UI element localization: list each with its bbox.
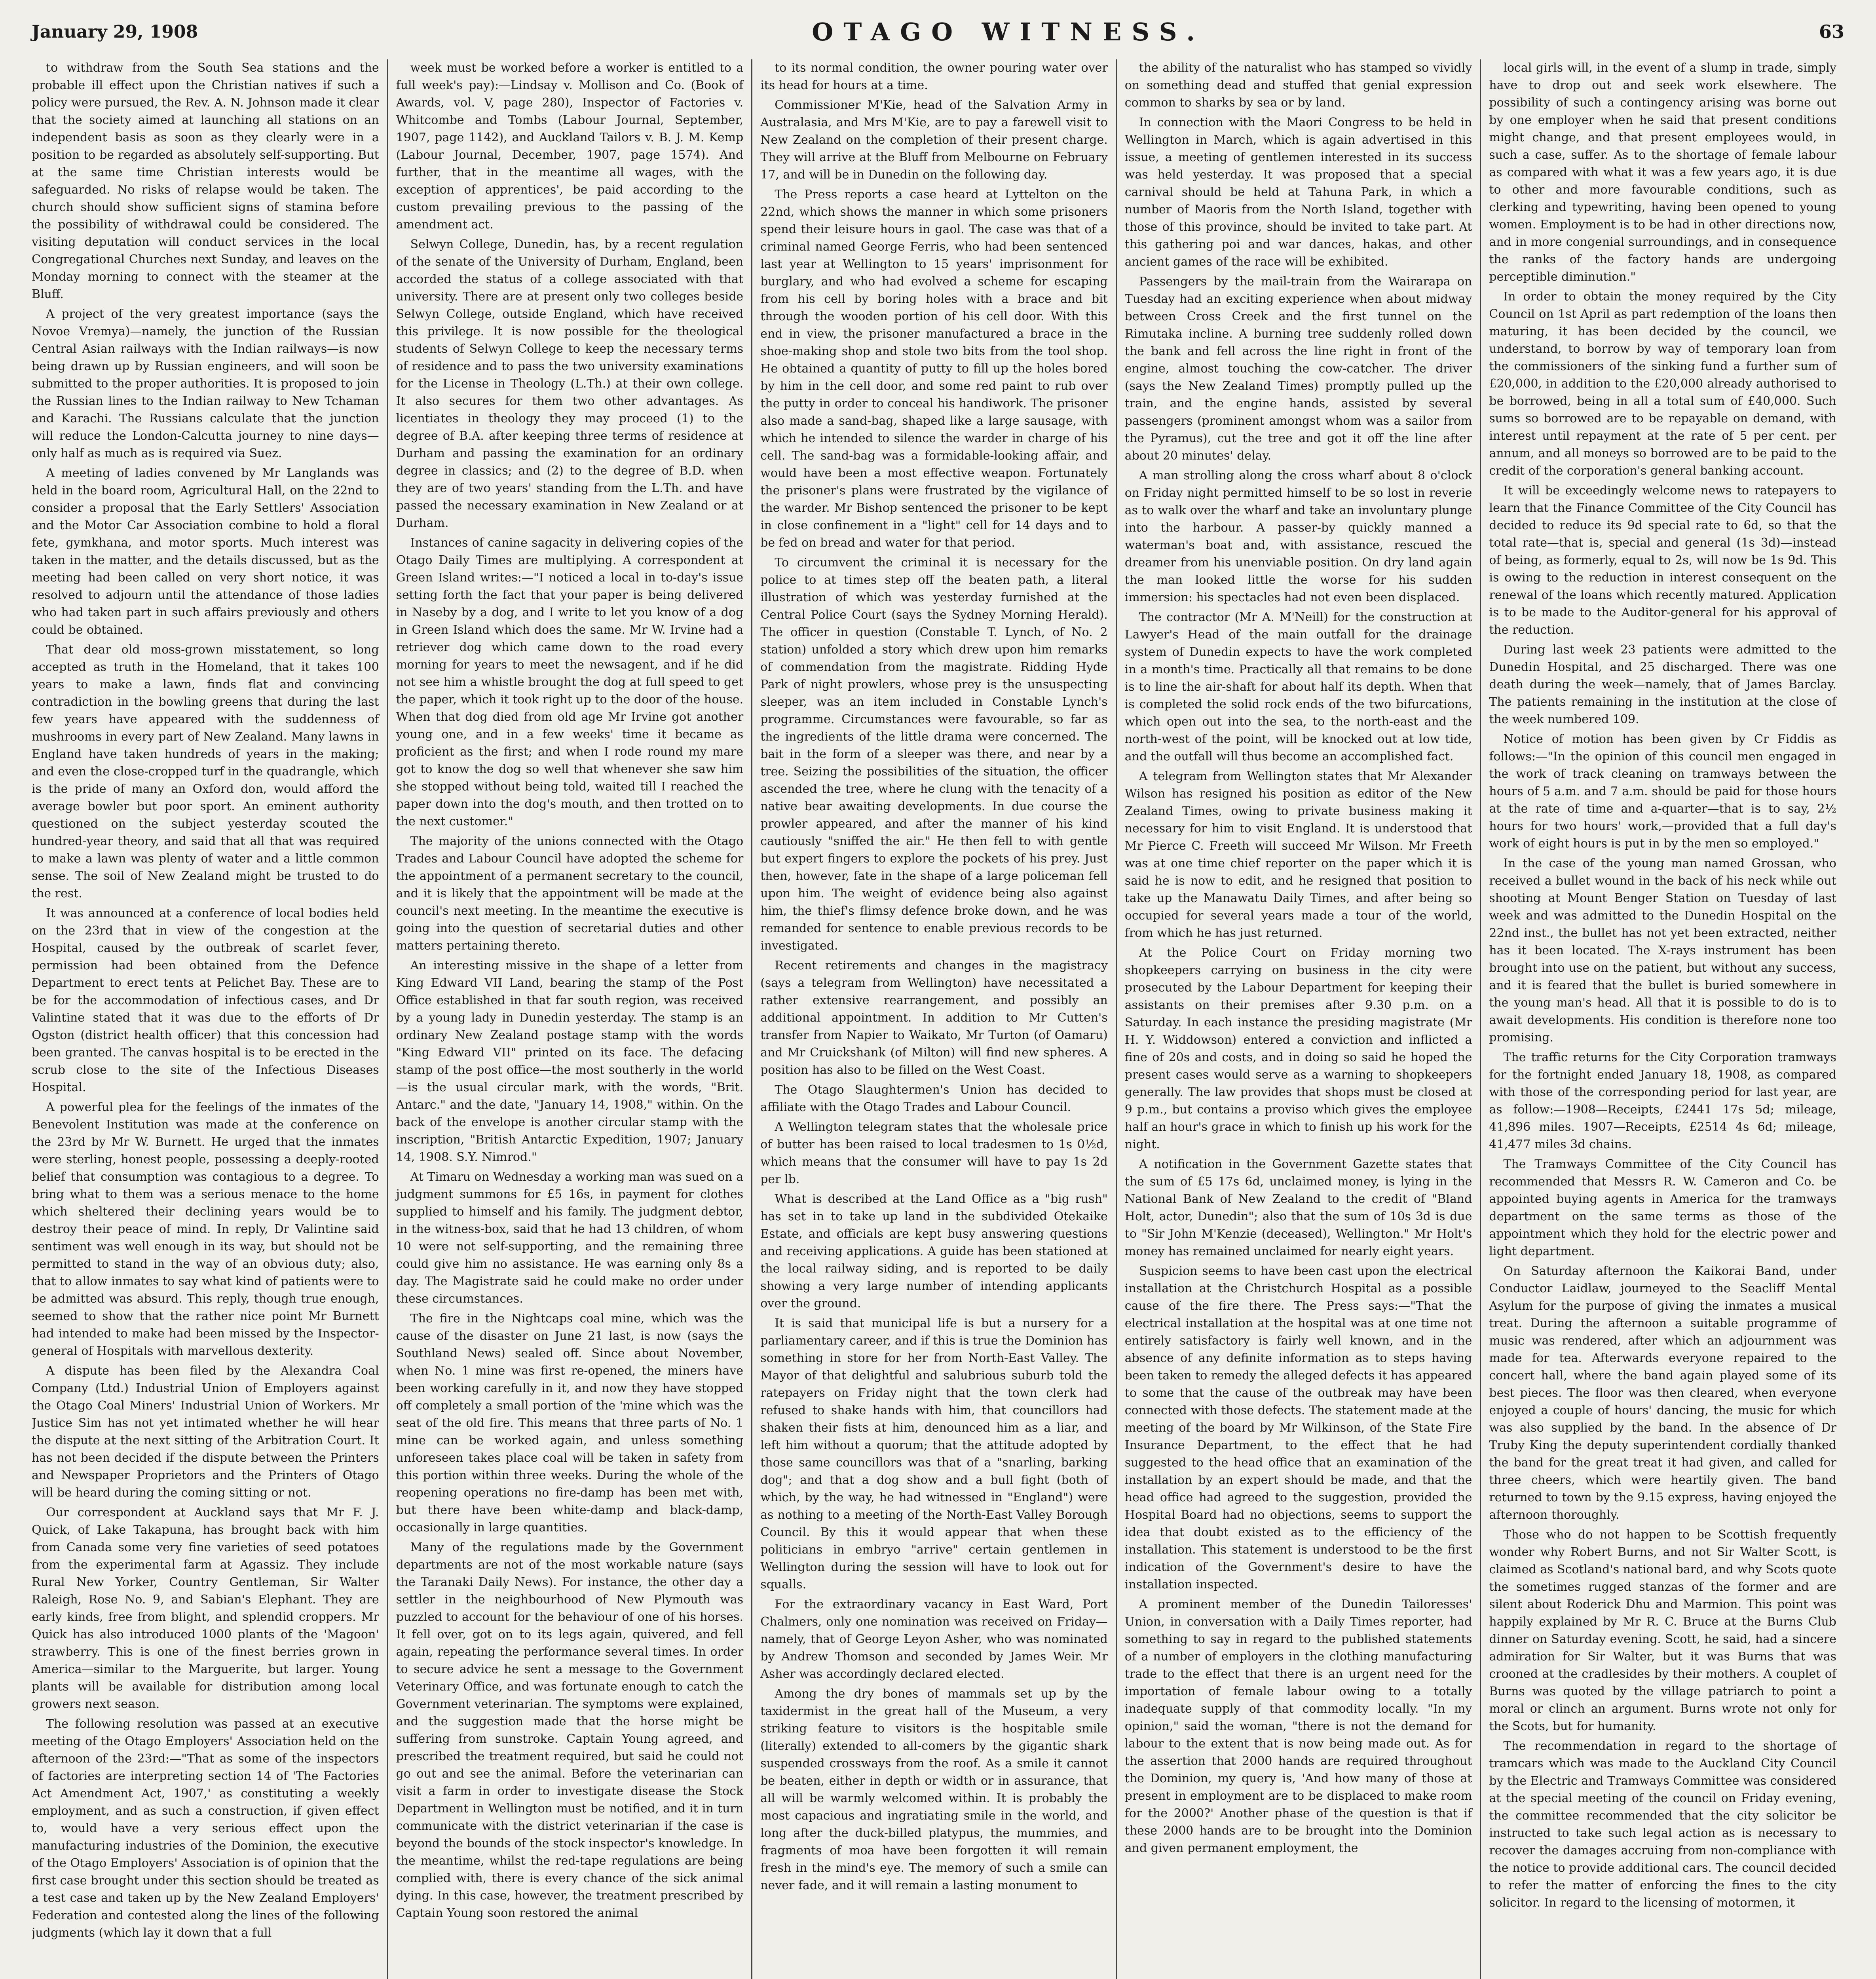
text-column-2: [387, 59, 752, 1979]
text-column-5: [1480, 59, 1844, 1979]
article-paragraph: Instances of canine sagacity in delivering copies of the Otago Daily Times are multiplying. A correspondent at Green Island writes:—"I noticed a local in to-day's issue setting forth the fact that your paper is being delivered in Naseby by a dog, and I write to let you know of a dog in Green Island which does the same. Mr W. Irvine had a retriever dog which came down to the road every morning for years to meet the newsagent, and if he did not see him a whistle brought the dog at full speed to get the paper, which it took right up to the door of the house. When that dog died from old age Mr Irvine got another young one, and in a few weeks' time it became as proficient as the first; and when I rode round my mare got to know the dog so well that whenever she saw him she stopped without being told, waited till I reached the paper down into the dog's mouth, and then trotted on to the next customer.": [396, 536, 744, 828]
article-paragraph: The traffic returns for the City Corporation tramways for the fortnight ended January 18, 1908, as compared with those of the corresponding period for last year, are as follow:—1908—Receipts, £2441 17s 5d; mileage, 41,896 miles. 1907—Receipts, £2514 4s 6d; mileage, 41,477 miles 3d chains.: [1489, 1050, 1836, 1151]
article-paragraph: Our correspondent at Auckland says that Mr F. J. Quick, of Lake Takapuna, has brought back with him from Canada some very fine varieties of seed potatoes from the experimental farm at Agassiz. They include Rural New Yorker, Country Gentleman, Sir Walter Raleigh, Rose No. 9, and Sabian's Elephant. They are early kinds, free from blight, and splendid croppers. Mr Quick has also introduced 1000 plants of the 'Magoon' strawberry. This is one of the finest berries grown in America—similar to the Marguerite, but larger. Young plants will be available for distribution among local growers next season.: [32, 1506, 379, 1711]
article-paragraph: to withdraw from the South Sea stations and the probable ill effect upon the Christian natives if such a policy were pursued, the Rev. A. N. Johnson made it clear that the society aimed at launching all stations on an independent basis as soon as they clearly were in a position to be regarded as absolutely self-supporting. But at the same time Christian interests would be safeguarded. No risks of relapse would be taken. The church should show sufficient signs of stamina before the possibility of withdrawal could be considered. The visiting deputation will conduct services in the local Congregational Churches next Sunday, and leaves on the Monday morning to connect with the steamer at the Bluff.: [32, 61, 379, 301]
article-paragraph: The Tramways Committee of the City Council has recommended that Messrs R. W. Cameron and Co. be appointed buying agents in America for the tramways department on the same terms as those of the appointment which they hold for the electric power and light department.: [1489, 1157, 1836, 1258]
article-paragraph: A Wellington telegram states that the wholesale price of butter has been raised to local tradesmen to 1s 0½d, which means that the consumer will have to pay 1s 2d per lb.: [760, 1120, 1108, 1186]
article-paragraph: A man strolling along the cross wharf about 8 o'clock on Friday night permitted himself to be so lost in reverie as to walk over the wharf and take an involuntary plunge into the harbour. A passer-by quickly manned a waterman's boat and, with assistance, rescued the dreamer from his unenviable position. On dry land again the man looked little the worse for his sudden immersion: his spectacles had not even been displaced.: [1124, 469, 1472, 604]
article-paragraph: A project of the very greatest importance (says the Novoe Vremya)—namely, the junction of the Russian Central Asian railways with the Indian railways—is now being drawn up by Russian engineers, and will soon be submitted to the proper authorities. It is proposed to join the Russian lines to the Indian railway to New Tchaman and Karachi. The Russians calculate that the junction will reduce the London-Calcutta journey to nine days—only half as much as is required via Suez.: [32, 307, 379, 460]
article-paragraph: Selwyn College, Dunedin, has, by a recent regulation of the senate of the University of Durham, England, been accorded the status of a college associated with that university. There are at present only two colleges beside Selwyn College, outside England, which have received this privilege. It is now possible for the theological students of Selwyn College to keep the necessary terms of residence and to pass the two university examinations for the License in Theology (L.Th.) at their own college. It also secures for them two other advantages. As licentiates in theology they may proceed (1) to the degree of B.A. after keeping three terms of residence at Durham and passing the examination for an ordinary degree in classics; and (2) to the degree of B.D. when they are of two years' standing from the L.Th. and have passed the necessary examination in New Zealand or at Durham.: [396, 237, 744, 530]
page-header: [32, 12, 1844, 51]
article-paragraph: What is described at the Land Office as a "big rush" has set in to take up land in the subdivided Otekaike Estate, and officials are kept busy answering questions and receiving applications. A guide has been stationed at the local railway siding, and is reported to be daily showing a very large number of intending applicants over the ground.: [760, 1192, 1108, 1310]
article-paragraph: Recent retirements and changes in the magistracy (says a telegram from Wellington) have necessitated a rather extensive rearrangement, and possibly an additional appointment. In addition to Mr Cutten's transfer from Napier to Waikato, Mr Turton (of Oamaru) and Mr Cruickshank (of Milton) will find new spheres. A position has also to be filled on the West Coast.: [760, 959, 1108, 1077]
article-paragraph: week must be worked before a worker is entitled to a full week's pay):—Lindsay v. Mollison and Co. (Book of Awards, vol. V, page 280), Inspector of Factories v. Whitcombe and Tombs (Labour Journal, September, 1907, page 1142), and Auckland Tailors v. B. J. M. Kemp (Labour Journal, December, 1907, page 1574). And further, that in the meantime all wages, with the exception of apprentices', be paid according to the custom prevailing previous to the passing of the amendment act.: [396, 61, 744, 232]
article-paragraph: At Timaru on Wednesday a working man was sued on a judgment summons for £5 16s, in payment for clothes supplied to himself and his family. The judgment debtor, in the witness-box, said that he had 13 children, of whom 10 were not self-supporting, and the remaining three could give him no assistance. He was earning only 8s a day. The Magistrate said he could make no order under these circumstances.: [396, 1170, 744, 1306]
article-paragraph: For the extraordinary vacancy in East Ward, Port Chalmers, only one nomination was received on Friday—namely, that of George Leyon Asher, who was nominated by Andrew Thomson and seconded by James Weir. Mr Asher was accordingly declared elected.: [760, 1597, 1108, 1681]
article-paragraph: In order to obtain the money required by the City Council on 1st April as part redemption of the loans then maturing, it has been decided by the council, we understand, to borrow by way of temporary loan from the commissioners of the sinking fund a further sum of £20,000, in addition to the £20,000 already authorised to be borrowed, being in all a total sum of £40,000. Such sums so borrowed are to be repayable on demand, with interest until repayment at the rate of 5 per cent. per annum, and all moneys so borrowed are to be paid to the credit of the corporation's general banking account.: [1489, 290, 1836, 478]
article-paragraph: That dear old moss-grown misstatement, so long accepted as truth in the Homeland, that it takes 100 years to make a lawn, finds flat and convincing contradiction in the bowling greens that during the last few years have appeared with the suddenness of mushrooms in every part of New Zealand. Many lawns in England have taken hundreds of years in the making; and even the close-cropped turf in the quadrangle, which is the pride of many an Oxford don, would afford the average bowler but poor sport. An eminent authority questioned on the subject yesterday scouted the hundred-year theory, and said that all that was required to make a lawn was plenty of water and a little common sense. The soil of New Zealand might be trusted to do the rest.: [32, 643, 379, 900]
article-paragraph: to its normal condition, the owner pouring water over its head for hours at a time.: [760, 61, 1108, 92]
article-paragraph: Commissioner M'Kie, head of the Salvation Army in Australasia, and Mrs M'Kie, are to pay a farewell visit to New Zealand on the completion of their present charge. They will arrive at the Bluff from Melbourne on February 17, and will be in Dunedin on the following day.: [760, 98, 1108, 182]
article-paragraph: In connection with the Maori Congress to be held in Wellington in March, which is again advertised in this issue, a meeting of gentlemen interested in its success was held yesterday. It was proposed that a special carnival should be held at Tahuna Park, in which a number of Maoris from the North Island, together with those of this province, should be invited to take part. At this gathering poi and war dances, hakas, and other ancient games of the race will be exhibited.: [1124, 116, 1472, 269]
article-paragraph: the ability of the naturalist who has stamped so vividly on something dead and stuffed that genial expression common to sharks by sea or by land.: [1124, 61, 1472, 110]
article-paragraph: A powerful plea for the feelings of the inmates of the Benevolent Institution was made at the conference on the 23rd by Mr W. Burnett. He urged that the inmates were sterling, honest people, possessing a deeply-rooted belief that consumption was contagious to a degree. To bring what to them was a serious menace to the home which sheltered their declining years would be to destroy their peace of mind. In reply, Dr Valintine said sentiment was well enough in its way, but should not be permitted to stand in the way of an obvious duty; also, that to allow inmates to say what kind of patients were to be admitted was absurd. This reply, though true enough, seemed to show that the rather nice point Mr Burnett had intended to make had been missed by the Inspector-general of Hospitals with marvellous dexterity.: [32, 1100, 379, 1358]
article-paragraph: At the Police Court on Friday morning two shopkeepers carrying on business in the city were prosecuted by the Labour Department for keeping their assistants on their premises after 9.30 p.m. on a Saturday. In each instance the presiding magistrate (Mr H. Y. Widdowson) entered a conviction and inflicted a fine of 20s and costs, and in doing so said he hoped the present cases would serve as a warning to shopkeepers generally. The law provides that shops must be closed at 9 p.m., but contains a proviso which gives the employee half an hour's grace in which to finish up his work for the night.: [1124, 946, 1472, 1151]
article-paragraph: During last week 23 patients were admitted to the Dunedin Hospital, and 25 discharged. There was one death during the week—namely, that of James Barclay. The patients remaining in the institution at the close of the week numbered 109.: [1489, 643, 1836, 726]
article-paragraph: The Press reports a case heard at Lyttelton on the 22nd, which shows the manner in which some prisoners spend their leisure hours in gaol. The case was that of a criminal named George Ferris, who had been sentenced last year at Wellington to 15 years' imprisonment for burglary, and who had evolved a scheme for escaping from his cell by boring holes with a brace and bit through the wooden portion of his cell door. With this end in view, the prisoner manufactured a brace in the shoe-making shop and stole two bits from the tool shop. He obtained a quantity of putty to fill up the holes bored by him in the cell door, and some red paint to rub over the putty in order to conceal his handiwork. The prisoner also made a sand-bag, shaped like a large sausage, with which he intended to silence the warder in charge of his cell. The sand-bag was a formidable-looking affair, and would have been a most effective weapon. Fortunately the prisoner's plans were frustrated by the vigilance of the warder. Mr Bishop sentenced the prisoner to be kept in close confinement in a "light" cell for 14 days and to be fed on bread and water for that period.: [760, 188, 1108, 550]
article-paragraph: Suspicion seems to have been cast upon the electrical installation at the Christchurch Hospital as a possible cause of the fire there. The Press says:—"That the electrical installation at the hospital was at one time not entirely satisfactory is fairly well known, and in the absence of any definite information as to steps having been taken to remedy the alleged defects it has appeared to some that the cause of the outbreak may have been connected with those defects. The statement made at the meeting of the board by Mr Wilkinson, of the State Fire Insurance Department, to the effect that he had suggested to the head office that an examination of the installation by an expert should be made, and that the head office had agreed to the suggestion, provided the Hospital Board had no objections, seems to support the idea that doubt existed as to the efficiency of the installation. This statement is understood to be the first indication of the Government's desire to have the installation inspected.: [1124, 1264, 1472, 1592]
article-paragraph: A dispute has been filed by the Alexandra Coal Company (Ltd.) Industrial Union of Employers against the Otago Coal Miners' Industrial Union of Workers. Mr Justice Sim has not yet intimated whether he will hear the dispute at the next sitting of the Arbitration Court. It has not been decided if the dispute between the Printers and Newspaper Proprietors and the Printers of Otago will be heard during the coming sitting or not.: [32, 1364, 379, 1500]
article-paragraph: It was announced at a conference of local bodies held on the 23rd that in view of the congestion at the Hospital, caused by the outbreak of scarlet fever, permission had been obtained from the Defence Department to erect tents at Pelichet Bay. These are to be for the accommodation of infectious cases, and Dr Valintine stated that it was due to the efforts of Dr Ogston (district health officer) that this concession had been granted. The canvas hospital is to be erected in the scrub close to the site of the Infectious Diseases Hospital.: [32, 906, 379, 1094]
article-paragraph: The fire in the Nightcaps coal mine, which was the cause of the disaster on June 21 last, is now (says the Southland News) sealed off. Since about November, when No. 1 mine was first re-opened, the miners have been working carefully in it, and now they have stopped off completely a small portion of the 'mine which was the seat of the old fire. This means that three parts of No. 1 mine can be worked again, and unless something unforeseen takes place coal will be taken in safety from this portion within three weeks. During the whole of the reopening operations no fire-damp has been met with, but there have been white-damp and black-damp, occasionally in large quantities.: [396, 1312, 744, 1535]
article-paragraph: The following resolution was passed at an executive meeting of the Otago Employers' Association held on the afternoon of the 23rd:—"That as some of the inspectors of factories are interpreting section 14 of 'The Factories Act Amendment Act, 1907,' as constituting a weekly employment, and as such a construction, if given effect to, would have a very serious effect upon the manufacturing industries of the Dominion, the executive of the Otago Employers' Association is of opinion that the first case brought under this section should be treated as a test case and taken up by the New Zealand Employers' Federation and contested along the lines of the following judgments (which lay it down that a full: [32, 1717, 379, 1940]
article-paragraph: An interesting missive in the shape of a letter from King Edward VII Land, bearing the stamp of the Post Office established in that far south region, was received by a young lady in Dunedin yesterday. The stamp is an ordinary New Zealand postage stamp with the words "King Edward VII" printed on its face. The defacing stamp of the post office—the most southerly in the world—is the usual circular mark, with the words, "Brit. Antarc." and the date, "January 14, 1908," within. On the back of the envelope is another circular stamp with the inscription, "British Antarctic Expedition, 1907; January 14, 1908. S.Y. Nimrod.": [396, 959, 744, 1164]
article-paragraph: Those who do not happen to be Scottish frequently wonder why Robert Burns, and not Sir Walter Scott, is claimed as Scotland's national bard, and why Scots quote the sometimes rugged stanzas of the former and are silent about Roderick Dhu and Marmion. This point was happily explained by Mr R. C. Bruce at the Burns Club dinner on Saturday evening. Scott, he said, had a sincere admiration for Sir Walter, but it was Burns that was crooned at the cradlesides by their mothers. A couplet of Burns was quoted by the village patriarch to point a moral or clinch an argument. Burns wrote not only for the Scots, but for humanity.: [1489, 1528, 1836, 1733]
article-paragraph: It will be exceedingly welcome news to ratepayers to learn that the Finance Committee of the City Council has decided to reduce its 9d special rate to 6d, so that the total rate—that is, special and general (1s 3d)—instead of being, as formerly, equal to 2s, will now be 1s 9d. This is owing to the reduction in interest consequent on the renewal of the loans which recently matured. Application is to be made to the Auditor-general for his approval of the reduction.: [1489, 484, 1836, 637]
article-paragraph: Many of the regulations made by the Government departments are not of the most workable nature (says the Taranaki Daily News). For instance, the other day a settler in the neighbourhood of New Plymouth was puzzled to account for the behaviour of one of his horses. It fell over, got on to its legs again, quivered, and fell again, repeating the performance several times. In order to secure advice he sent a message to the Government Veterinary Office, and was fortunate enough to catch the Government veterinarian. The symptoms were explained, and the suggestion made that the horse might be suffering from sunstroke. Captain Young agreed, and prescribed the treatment required, but said he could not go out and see the animal. Before the veterinarian can visit a farm in order to investigate disease the Stock Department in Wellington must be notified, and it in turn communicate with the district veterinarian if the case is beyond the bounds of the stock inspector's knowledge. In the meantime, whilst the red-tape regulations are being complied with, there is every chance of the sick animal dying. In this case, however, the treatment prescribed by Captain Young soon restored the animal: [396, 1540, 744, 1920]
article-paragraph: The Otago Slaughtermen's Union has decided to affiliate with the Otago Trades and Labour Council.: [760, 1083, 1108, 1114]
article-paragraph: To circumvent the criminal it is necessary for the police to at times step off the beaten path, a literal illustration of which was yesterday furnished at the Central Police Court (says the Sydney Morning Herald). The officer in question (Constable T. Lynch, of No. 2 station) unfolded a story which drew upon him remarks of commendation from the magistrate. Ridding Hyde Park of night prowlers, whose prey is the unsuspecting sleeper, was an item included in Constable Lynch's programme. Circumstances were favourable, so far as the ingredients of the little drama were concerned. The bait in the form of a sleeper was there, and near by a tree. Seizing the possibilities of the situation, the officer ascended the tree, where he clung with the tenacity of a native bear awaiting developments. In due course the prowler appeared, and after the manner of his kind cautiously "sniffed the air." He then fell to with gentle but expert fingers to explore the pockets of his prey. Just then, however, fate in the shape of a large policeman fell upon him. The weight of evidence being also against him, the thief's flimsy defence broke down, and he was remanded for sentence to enable previous records to be investigated.: [760, 556, 1108, 953]
article-paragraph: Notice of motion has been given by Cr Fiddis as follows:—"In the opinion of this council men engaged in the work of track cleaning on tramways between the hours of 5 a.m. and 7 a.m. should be paid for those hours at the rate of time and a-quarter—that is to say, 2½ hours for two hours' work,—provided that a full day's work of eight hours is put in by the men so employed.": [1489, 732, 1836, 851]
page-number: 63: [1819, 21, 1844, 42]
article-paragraph: A notification in the Government Gazette states that the sum of £5 17s 6d, unclaimed money, is lying in the National Bank of New Zealand to the credit of "Bland Holt, actor, Dunedin"; also that the sum of 10s 3d is due to "Sir John M'Kenzie (deceased), Wellington." Mr Holt's money has remained unclaimed for nearly eight years.: [1124, 1157, 1472, 1258]
article-paragraph: A meeting of ladies convened by Mr Langlands was held in the board room, Agricultural Hall, on the 22nd to consider a proposal that the Early Settlers' Association and the Motor Car Association combine to hold a floral fete, gymkhana, and motor sports. Much interest was taken in the matter, and the details discussed, but as the meeting had been called on very short notice, it was resolved to adjourn until the attendance of those ladies who had taken part in such affairs previously and others could be obtained.: [32, 466, 379, 637]
article-paragraph: The recommendation in regard to the shortage of tramcars which was made to the Auckland City Council by the Electric and Tramways Committee was considered at the special meeting of the council on Friday evening, the committee recommended that the city solicitor be instructed to take such legal action as is necessary to recover the damages accruing from non-compliance with the notice to provide additional cars. The council decided to refer the matter of enforcing the fines to the city solicitor. In regard to the licensing of motormen, it: [1489, 1739, 1836, 1910]
article-paragraph: A telegram from Wellington states that Mr Alexander Wilson has resigned his position as editor of the New Zealand Times, owing to private business making it necessary for him to visit England. It is understood that Mr Pierce C. Freeth will succeed Mr Wilson. Mr Freeth was at one time chief reporter on the paper which it is said he is now to edit, and he resigned that position to take up the Manawatu Daily Times, and after being so occupied for several years made a tour of the world, from which he has just returned.: [1124, 769, 1472, 940]
article-paragraph: A prominent member of the Dunedin Tailoresses' Union, in conversation with a Daily Times reporter, had something to say in regard to the published statements of a number of employers in the clothing manufacturing trade to the effect that there is an urgent need for the importation of female labour owing to a totally inadequate supply of that commodity locally. "In my opinion," said the woman, "there is not the demand for labour to the extent that is now being made out. As for the assertion that 2000 hands are required throughout the Dominion, my query is, 'And how many of those at present in employment are to be displaced to make room for the 2000?' Another phase of the question is that if these 2000 hands are to be brought into the Dominion and given permanent employment, the: [1124, 1597, 1472, 1855]
text-column-4: [1116, 59, 1480, 1979]
article-paragraph: Among the dry bones of mammals set up by the taxidermist in the great hall of the Museum, a very striking feature to visitors is the hospitable smile (literally) extended to all-comers by the gigantic shark suspended crossways from the roof. As a smile it cannot be beaten, either in depth or width or in assurance, that all will be warmly welcomed within. It is probably the most capacious and ingratiating smile in the world, and long after the duck-billed platypus, the mummies, and fragments of moa have been forgotten it will remain fresh in the mind's eye. The memory of such a smile can never fade, and it will remain a lasting monument to: [760, 1687, 1108, 1892]
article-paragraph: It is said that municipal life is but a nursery for a parliamentary career, and if this is true the Dominion has something in store for her from North-East Valley. The Mayor of that delightful and salubrious suburb told the ratepayers on Friday night that the town clerk had refused to shake hands with him, that councillors had shaken their fists at him, denounced him as a liar, and left him without a quorum; that the attitude adopted by those same councillors was that of a "snarling, barking dog"; and that a dog show and a bull fight (both of which, by the way, he had witnessed in "England") were as nothing to a meeting of the North-East Valley Borough Council. By this it would appear that when these politicians in embryo "arrive" certain gentlemen in Wellington during the session will have to look out for squalls.: [760, 1316, 1108, 1592]
article-paragraph: On Saturday afternoon the Kaikorai Band, under Conductor Laidlaw, journeyed to the Seacliff Mental Asylum for the purpose of giving the inmates a musical treat. During the afternoon a suitable programme of music was rendered, after which an adjournment was made for tea. Afterwards everyone repaired to the concert hall, where the band again played some of its best pieces. The floor was then cleared, when everyone enjoyed a couple of hours' dancing, the music for which was also supplied by the band. In the absence of Dr Truby King the deputy superintendent cordially thanked the band for the great treat it had given, and called for three cheers, which were heartily given. The band returned to town by the 9.15 express, having enjoyed the afternoon thoroughly.: [1489, 1264, 1836, 1522]
article-paragraph: In the case of the young man named Grossan, who received a bullet wound in the back of his neck while out shooting at Mount Benger Station on Tuesday of last week and was admitted to the Dunedin Hospital on the 22nd inst., the bullet has not yet been extracted, neither has it been located. The X-rays instrument has been brought into use on the patient, but without any success, and it is feared that the bullet is buried somewhere in the young man's head. All that it is possible to do is to await developments. His condition is therefore none too promising.: [1489, 857, 1836, 1045]
article-columns: [32, 59, 1844, 1979]
issue-date: January 29, 1908: [32, 21, 198, 42]
article-paragraph: local girls will, in the event of a slump in trade, simply have to drop out and seek work elsewhere. The possibility of such a contingency arising was borne out by one employer when he said that present conditions might change, and that present employees would, in such a case, suffer. As to the shortage of female labour as compared with what it was a few years ago, it is due to other and more favourable conditions, such as clerking and typewriting, having been opened to young women. Employment is to be had in other directions now, and in more congenial surroundings, and in consequence the ranks of the factory hands are undergoing perceptible diminution.": [1489, 61, 1836, 284]
article-paragraph: The majority of the unions connected with the Otago Trades and Labour Council have adopted the scheme for the appointment of a permanent secretary to the council, and it is likely that the appointment will be made at the council's next meeting. In the meantime the executive is going into the question of secretarial duties and other matters pertaining thereto.: [396, 834, 744, 953]
text-column-3: [751, 59, 1116, 1979]
text-column-1: [32, 59, 387, 1979]
masthead-title: OTAGO WITNESS.: [812, 17, 1205, 46]
article-paragraph: Passengers by the mail-train from the Wairarapa on Tuesday had an exciting experience when about midway between Cross Creek and the first tunnel on the Rimutaka incline. A burning tree suddenly rolled down the bank and fell across the line right in front of the engine, almost touching the cow-catcher. The driver (says the New Zealand Times) promptly pulled up the train, and the engine hands, assisted by several passengers (prominent amongst whom was a sailor from the Pyramus), cut the tree and got it off the line after about 20 minutes' delay.: [1124, 275, 1472, 463]
article-paragraph: The contractor (Mr A. M'Neill) for the construction at Lawyer's Head of the main outfall for the drainage system of Dunedin expects to have the work completed in a month's time. Practically all that remains to be done is to line the air-shaft for about half its depth. When that is completed the solid rock ends of the two bifurcations, which open out into the sea, to the north-east and the north-west of the point, will be knocked out at low tide, and the outfall will thus become an accomplished fact.: [1124, 610, 1472, 763]
